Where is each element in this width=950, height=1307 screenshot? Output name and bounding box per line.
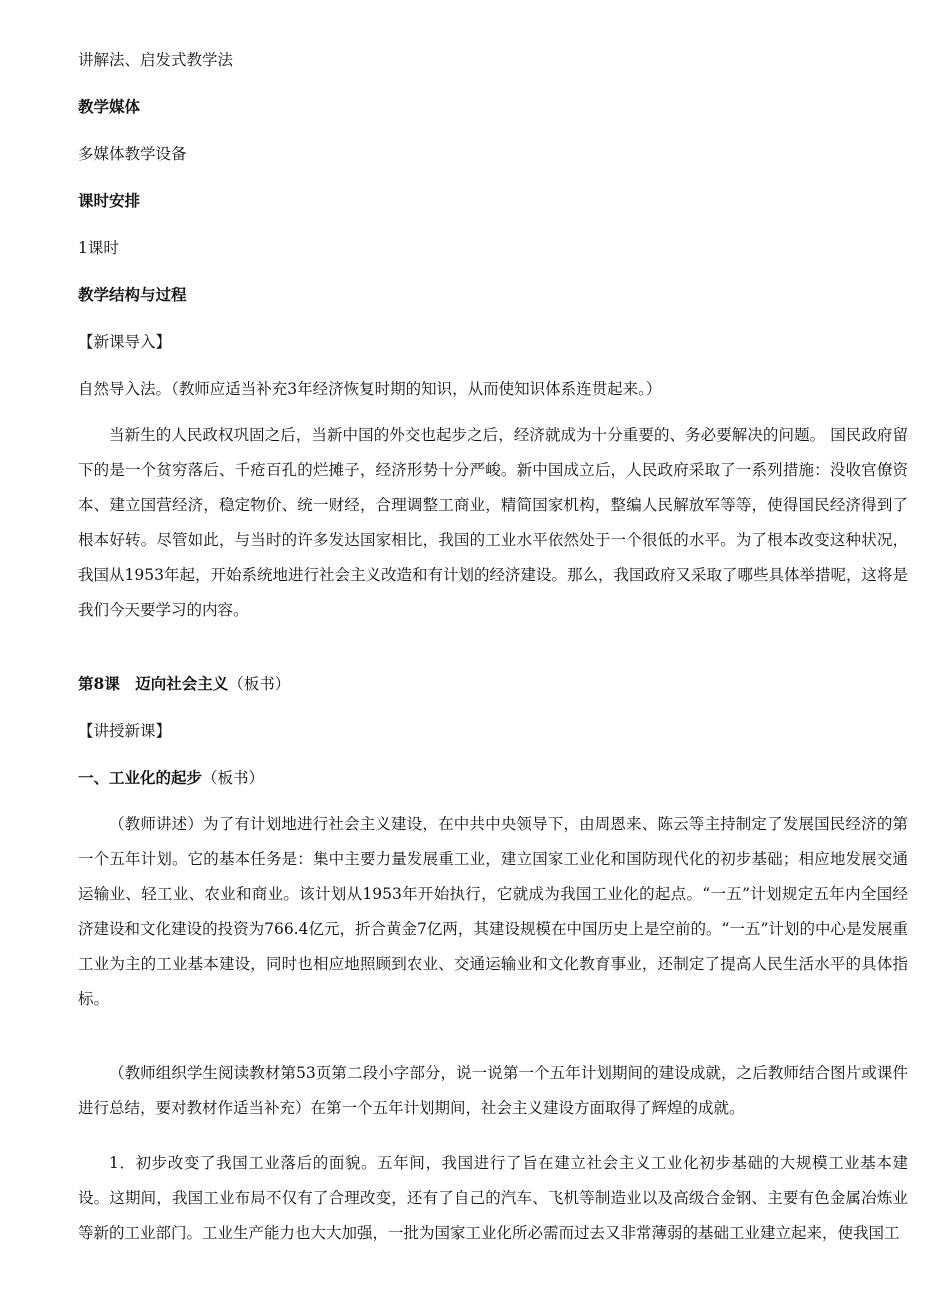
teach-new-lesson-label: 【讲授新课】 <box>78 722 172 740</box>
structure-heading: 教学结构与过程 <box>78 285 187 304</box>
reading-activity-paragraph: （教师组织学生阅读教材第53页第二段小字部分，说一说第一个五年计划期间的建设成就，之后教师结合图片或课件进行总结，要对教材作适当补充）在第一个五年计划期间，社会主义建设方面取得了辉煌的成就。 <box>78 1064 908 1117</box>
schedule-heading: 课时安排 <box>78 191 141 210</box>
intro-method-text: 自然导入法。（教师应适当补充3年经济恢复时期的知识，从而使知识体系连贯起来。） <box>78 380 662 398</box>
section-one-title-text: 一、工业化的起步 <box>78 768 203 787</box>
intro-paragraph: 当新生的人民政权巩固之后，当新中国的外交也起步之后，经济就成为十分重要的、务必要解决的问题。 国民政府留下的是一个贫穷落后、千疮百孔的烂摊子，经济形势十分严峻。新中国成立后，人民政府采取了一系列措施：没收官僚资本、建立国营经济，稳定物价、统一财经，合理调整工商业，精简国家机构，整编人民解放军等等，使得国民经济得到了根本好转。尽管如此，与当时的许多发达国家相比，我国的工业水平依然处于一个很低的水平。为了根本改变这种状况，我国从1953年起，开始系统地进行社会主义改造和有计划的经济建设。那么，我国政府又采取了哪些具体举措呢，这将是我们今天要学习的内容。 <box>78 426 908 619</box>
lesson-title <box>78 674 290 694</box>
teaching-media-heading: 教学媒体 <box>78 97 141 116</box>
lesson-title-text: 第8课 迈向社会主义 <box>78 674 229 693</box>
teaching-method-text: 讲解法、启发式教学法 <box>78 51 234 69</box>
teacher-lecture-paragraph: （教师讲述）为了有计划地进行社会主义建设，在中共中央领导下，由周恩来、陈云等主持制定了发展国民经济的第一个五年计划。它的基本任务是：集中主要力量发展重工业，建立国家工业化和国防现代化的初步基础；相应地发展交通运输业、轻工业、农业和商业。该计划从1953年开始执行，它就成为我国工业化的起点。“一五”计划规定五年内全国经济建设和文化建设的投资为766.4亿元，折合黄金7亿两，其建设规模在中国历史上是空前的。“一五”计划的中心是发展重工业为主的工业基本建设，同时也相应地照顾到农业、交通运输业和文化教育事业，还制定了提高人民生活水平的具体指标。 <box>78 815 908 1008</box>
schedule-text: 1课时 <box>78 239 119 257</box>
section-one-title-note: （板书） <box>202 769 265 787</box>
new-lesson-intro-label: 【新课导入】 <box>78 333 172 351</box>
lesson-title-note: （板书） <box>228 675 291 693</box>
section-one-title <box>78 768 264 788</box>
point-one-paragraph: 1．初步改变了我国工业落后的面貌。五年间，我国进行了旨在建立社会主义工业化初步基础的大规模工业基本建设。这期间，我国工业布局不仅有了合理改变，还有了自己的汽车、飞机等制造业以及高级合金钢、主要有色金属冶炼业等新的工业部门。工业生产能力也大大加强，一批为国家工业化所必需而过去又非常薄弱的基础工业建立起来，使我国工 <box>78 1154 908 1242</box>
teaching-media-text: 多媒体教学设备 <box>78 145 187 163</box>
